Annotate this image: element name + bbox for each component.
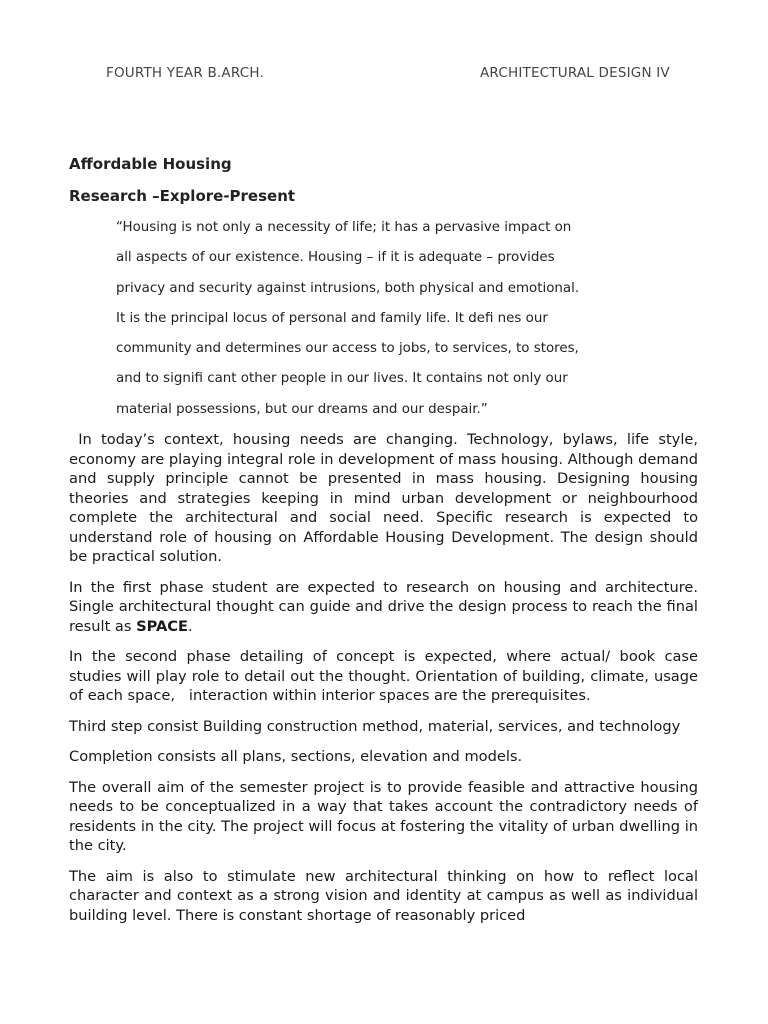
paragraph-stimulate-aim: The aim is also to stimulate new architectural thinking on how to reflect local character and context as a strong vision and identity at campus as well as individual building level. There is constant shortage of reasonably priced [69,867,698,924]
paragraph-completion: Completion consists all plans, sections, elevation and models. [69,748,523,765]
document-title: Affordable Housing [69,155,232,173]
quote-line: “Housing is not only a necessity of life; it has a pervasive impact on [116,220,572,235]
paragraph-first-phase [69,578,698,637]
paragraph-first-phase-end: . [187,617,193,635]
quote-block [116,218,616,430]
header-course: FOURTH YEAR B.ARCH. [106,65,264,81]
paragraph-context: In today’s context, housing needs are changing. Technology, bylaws, life style, economy are playing integral role in development of mass housing. Although demand and supply principle cannot be presented in mass housing. Designing housing theories and strategies keeping in mind urban development or neighbourhood complete the architectural and social need. Specific research is expected to understand role of housing on Affordable Housing Development. The design should be practical solution. [69,431,698,565]
quote-line: It is the principal locus of personal and family life. It defi nes our [116,310,548,326]
space-emphasis: SPACE [136,617,188,635]
paragraph-third-step: Third step consist Building construction method, material, services, and technology [69,717,681,735]
paragraph-overall-aim: The overall aim of the semester project is to provide feasible and attractive housing needs to be conceptualized in a way that takes account the contradictory needs of residents in the city. The project will focus at fostering the vitality of urban dwelling in the city. [69,778,698,854]
document-subtitle: Research –Explore-Present [69,187,296,205]
paragraph-first-phase-text: In the first phase student are expected to research on housing and architecture. Single architectural thought can guide and drive the design process to reach the final result as [69,578,698,635]
body-text [69,430,698,925]
quote-line: and to signifi cant other people in our lives. It contains not only our [116,371,568,387]
quote-line: community and determines our access to jobs, to services, to stores, [116,341,579,357]
header-subject: ARCHITECTURAL DESIGN IV [480,65,670,81]
quote-line: material possessions, but our dreams and our despair.” [116,401,488,417]
quote-line: all aspects of our existence. Housing – if it is adequate – provides [116,250,555,266]
paragraph-second-phase: In the second phase detailing of concept is expected, where actual/ book case studies will play role to detail out the thought. Orientation of building, climate, usage of each space, interaction within interior spaces are the prerequisites. [69,648,698,704]
quote-line: privacy and security against intrusions, both physical and emotional. [116,280,580,296]
